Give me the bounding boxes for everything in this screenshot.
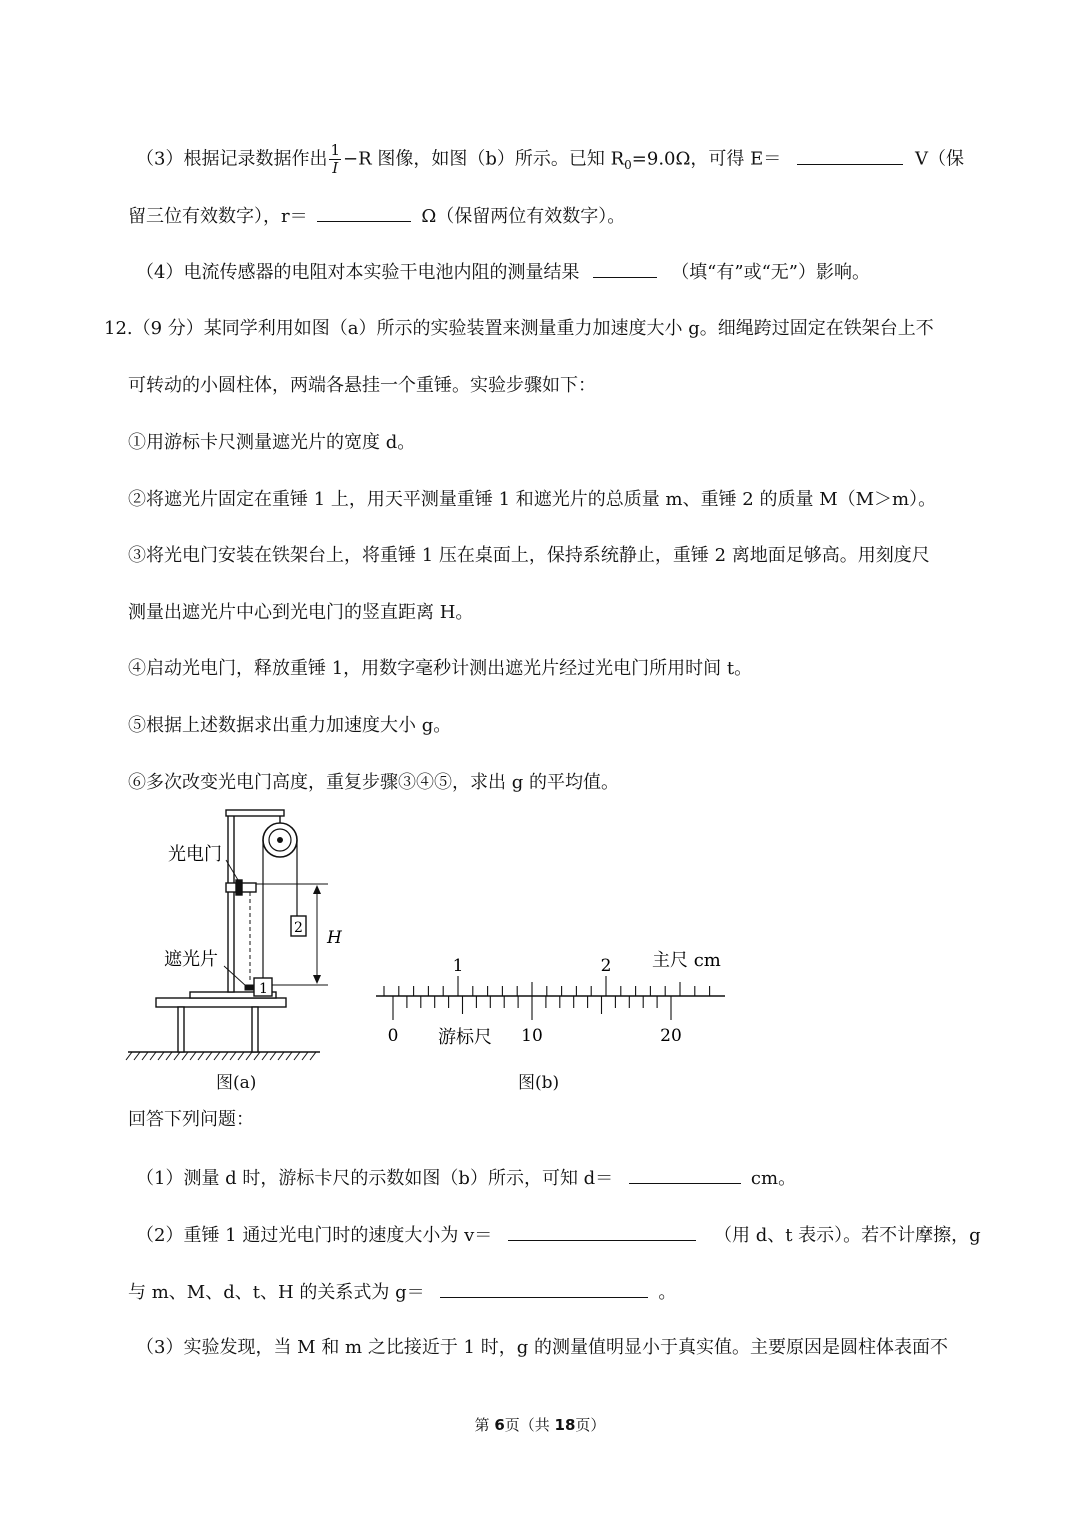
q12-step-6: ⑥多次改变光电门高度，重复步骤③④⑤，求出 g 的平均值。 — [128, 772, 619, 793]
figure-a-caption: 图(a) — [216, 1073, 257, 1093]
q12-part2-line1: （2）重锤 1 通过光电门时的速度大小为 v＝ （用 d、t 表示）。若不计摩擦，g — [136, 1220, 981, 1251]
label-photogate: 光电门 — [168, 844, 222, 865]
q12-part1: （1）测量 d 时，游标卡尺的示数如图（b）所示，可知 d＝ cm。 — [136, 1163, 796, 1194]
answer-blank-g[interactable] — [440, 1277, 648, 1298]
label-shutter: 遮光片 — [164, 949, 218, 970]
q12-step-4: ④启动光电门，释放重锤 1，用数字毫秒计测出遮光片经过光电门所用时间 t。 — [128, 658, 753, 679]
answer-blank-d[interactable] — [629, 1163, 741, 1184]
q12-part2-line2: 与 m、M、d、t、H 的关系式为 g＝ 。 — [128, 1277, 676, 1308]
q12-intro-line1: 12.（9 分）某同学利用如图（a）所示的实验装置来测量重力加速度大小 g。细绳跨过固定在铁架台上不 — [104, 318, 934, 339]
fraction-one-over-i: $\frac{1}{I}$ — [330, 141, 340, 177]
page-number: 6 — [494, 1416, 505, 1434]
answer-blank-effect[interactable] — [593, 257, 657, 278]
answer-blank-e[interactable] — [797, 144, 903, 165]
q12-step-3-line2: 测量出遮光片中心到光电门的竖直距离 H。 — [128, 602, 474, 623]
q11-part3-line1: （3）根据记录数据作出 $\frac{1}{I}$ −R 图像，如图（b）所示。已知 $R_0=9.0\Omega$，可得 E＝ V（保 — [136, 141, 965, 177]
page-footer: 第 6页（共 18页） — [474, 1416, 606, 1434]
q12-step-2: ②将遮光片固定在重锤 1 上，用天平测量重锤 1 和遮光片的总质量 m、重锤 2 的质量 M（M＞m）。 — [128, 489, 937, 510]
main-scale-tick-2: 2 — [600, 956, 612, 976]
label-weight-1: 1 — [259, 981, 268, 997]
answer-blank-r[interactable] — [317, 201, 411, 222]
q12-step-5: ⑤根据上述数据求出重力加速度大小 g。 — [128, 715, 452, 736]
q12-step-1: ①用游标卡尺测量遮光片的宽度 d。 — [128, 432, 416, 453]
q12-part3: （3）实验发现，当 M 和 m 之比接近于 1 时，g 的测量值明显小于真实值。主要原因是圆柱体表面不 — [136, 1337, 948, 1358]
figure-a-apparatus — [120, 800, 340, 1065]
vernier-tick-0: 0 — [387, 1026, 399, 1046]
vernier-tick-20: 20 — [660, 1026, 682, 1046]
figure-b-vernier-caliper — [370, 940, 740, 1055]
answer-heading: 回答下列问题： — [128, 1109, 254, 1130]
label-height-h: H — [327, 928, 342, 948]
main-scale-tick-1: 1 — [452, 956, 464, 976]
label-weight-2: 2 — [294, 920, 303, 936]
page-total: 18 — [554, 1416, 576, 1434]
vernier-tick-10: 10 — [521, 1026, 543, 1046]
q12-intro-line2: 可转动的小圆柱体，两端各悬挂一个重锤。实验步骤如下： — [128, 375, 596, 396]
q12-step-3-line1: ③将光电门安装在铁架台上，将重锤 1 压在桌面上，保持系统静止，重锤 2 离地面足够高。用刻度尺 — [128, 545, 930, 566]
q11-part4: （4）电流传感器的电阻对本实验干电池内阻的测量结果 （填“有”或“无”）影响。 — [136, 257, 870, 288]
answer-blank-v[interactable] — [508, 1220, 696, 1241]
figure-b-caption: 图(b) — [518, 1073, 560, 1093]
main-scale-label: 主尺 cm — [652, 950, 721, 971]
vernier-scale-label: 游标尺 — [438, 1027, 492, 1048]
q11-part3-line2: 留三位有效数字），r＝ Ω（保留两位有效数字）。 — [128, 201, 625, 232]
